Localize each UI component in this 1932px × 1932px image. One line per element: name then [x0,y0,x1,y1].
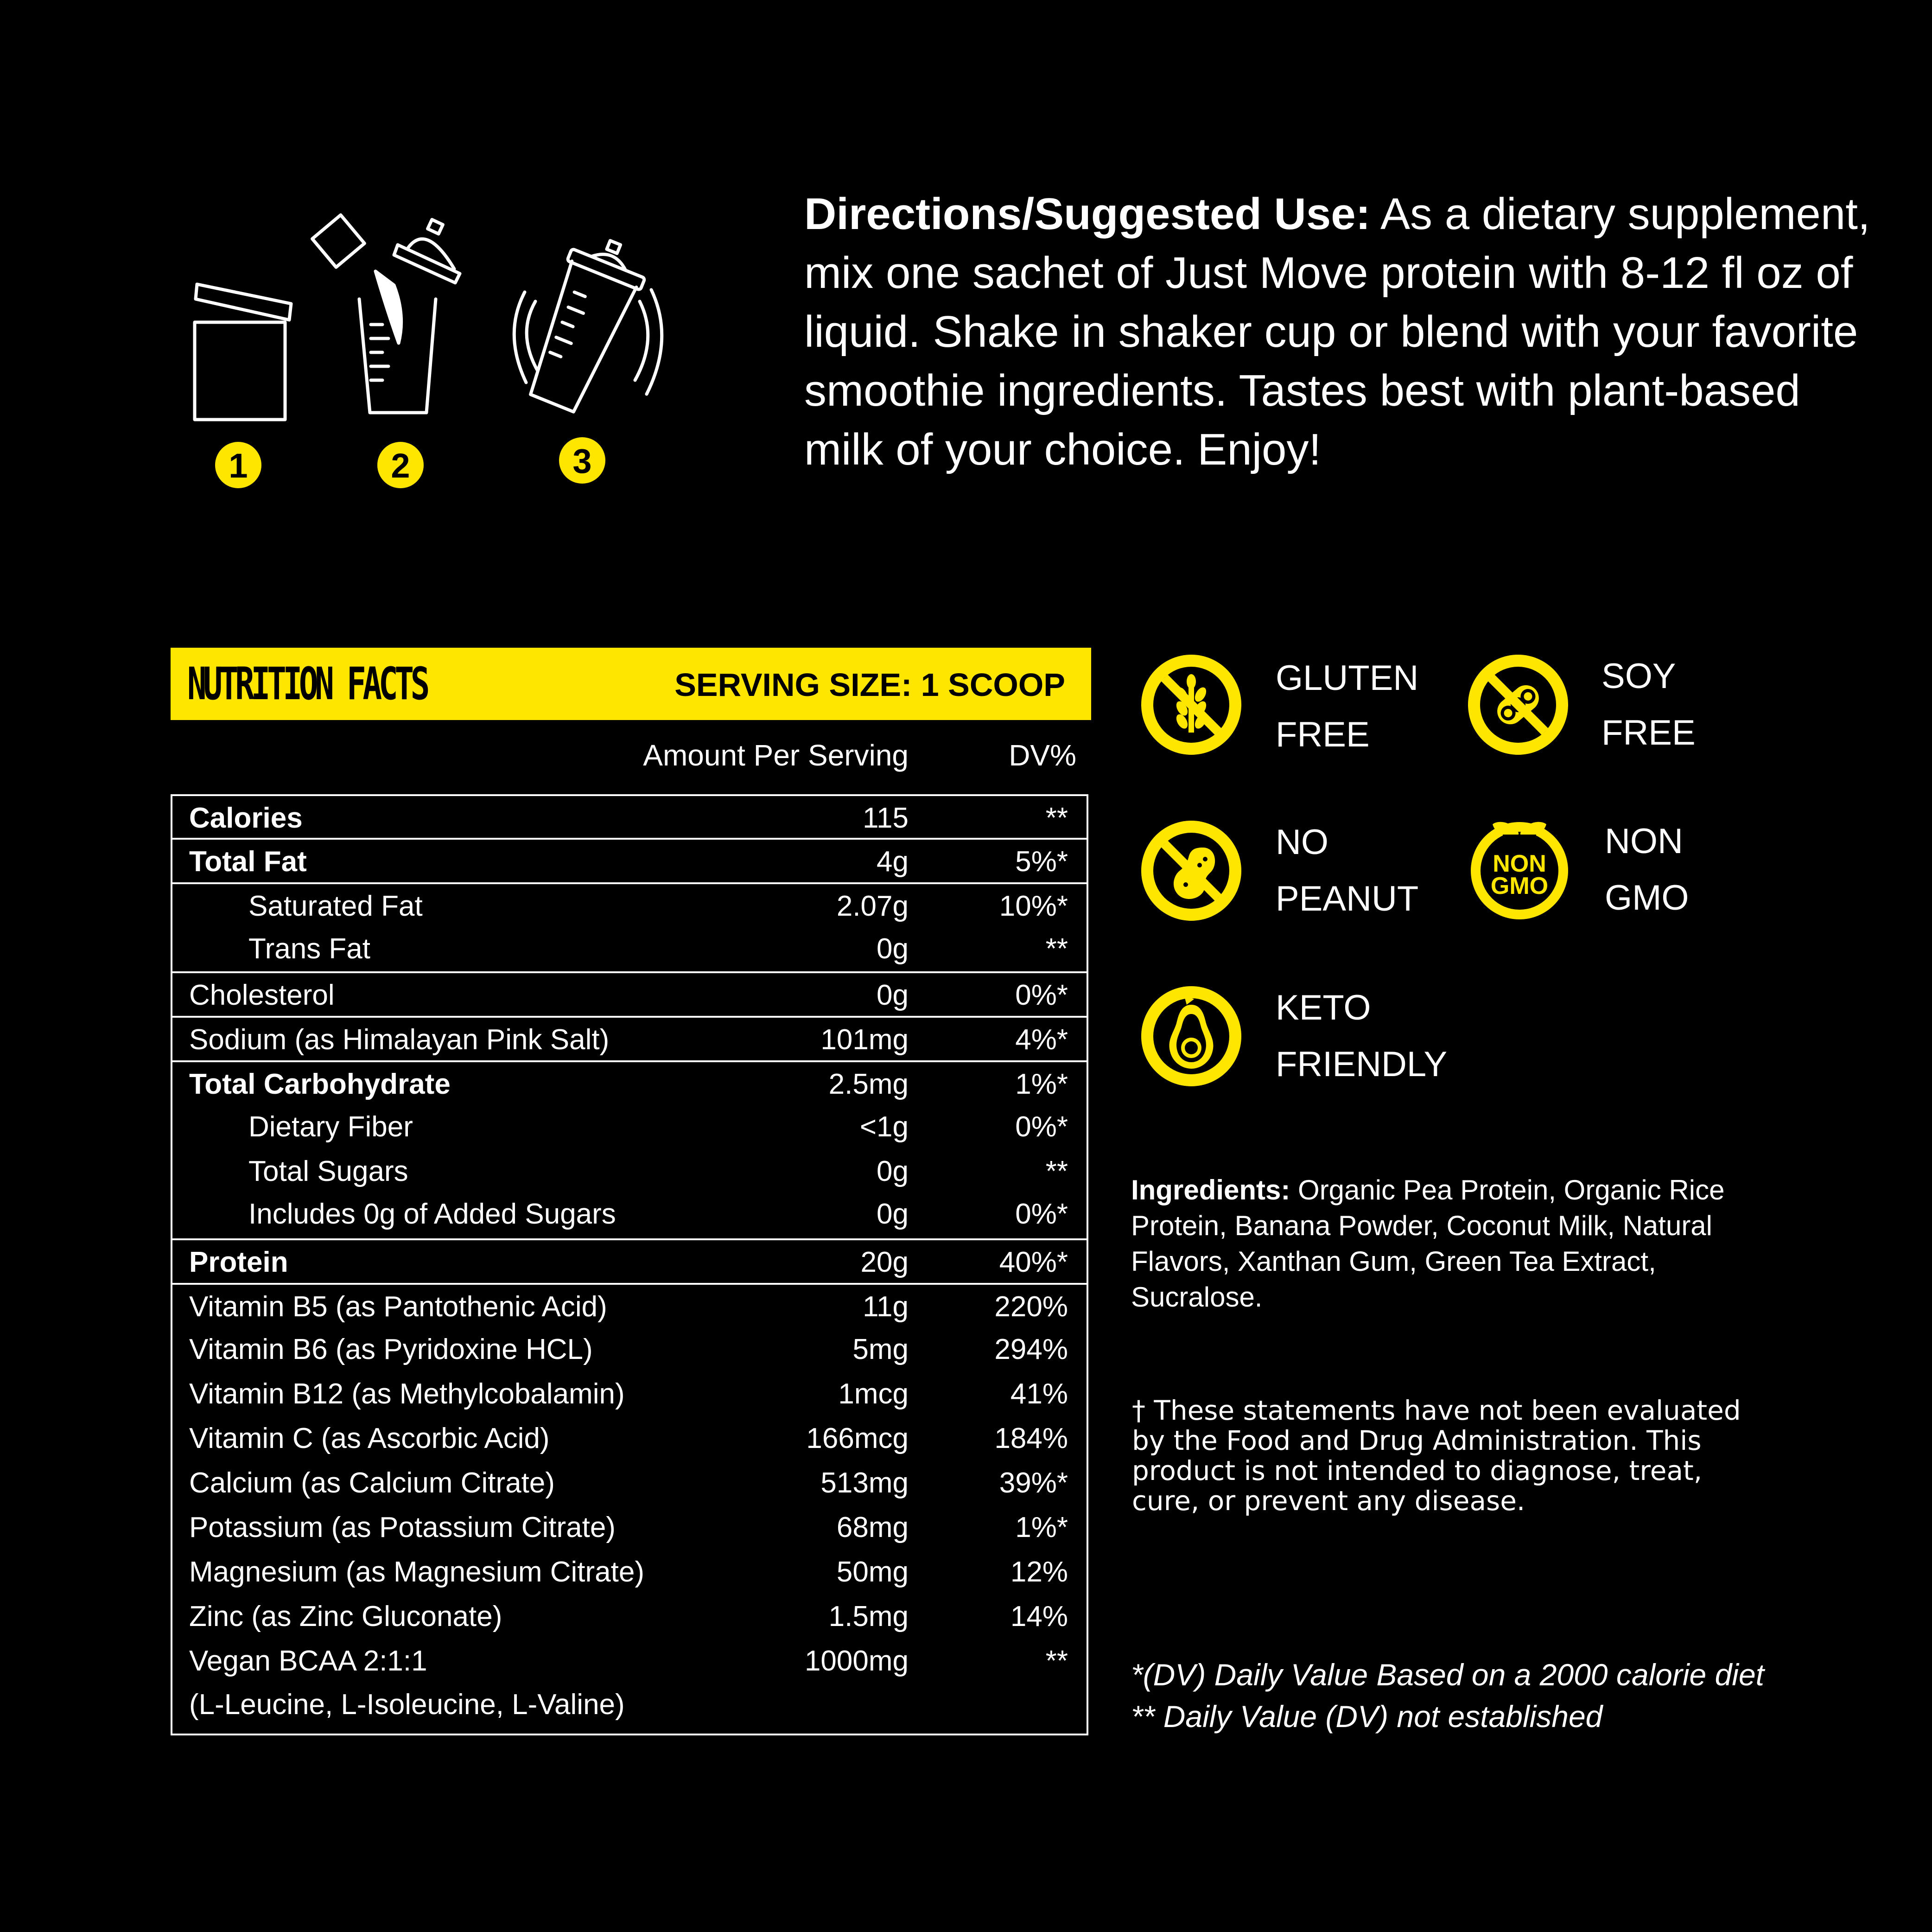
shake-icon [515,229,653,418]
nutrient-amount: 513mg [820,1467,909,1499]
nutrient-dv: 1%* [1015,1511,1068,1543]
nutrient-dv: 41% [1010,1378,1068,1410]
non-gmo-line-1: NON [1605,822,1683,861]
step-1-badge [215,442,261,488]
nutrient-row-calcium [172,1461,1087,1505]
no-peanut-icon [1136,815,1247,926]
keto-friendly-line-1: KETO [1276,988,1371,1027]
nutrition-facts-header [171,648,1091,720]
nutrient-amount: 1mcg [838,1378,909,1410]
pour-into-shaker-icon [312,215,460,413]
nutrient-row-vegan-bcaa [172,1639,1087,1683]
nutrient-label: Total Fat [189,846,307,878]
nutrient-row-sodium [172,1016,1087,1060]
non-gmo-icon-text-1: NON [1493,850,1546,877]
keto-friendly-line-2: FRIENDLY [1276,1045,1448,1084]
nutrient-row-trans-fat [172,927,1087,971]
gluten-free-icon [1136,649,1247,760]
nutrient-row-potassium [172,1505,1087,1550]
nutrient-row-vitamin-c [172,1416,1087,1461]
nutrient-dv: 40%* [999,1246,1068,1278]
nutrient-row-calories [172,796,1087,841]
directions-heading: Directions/Suggested Use: [804,189,1371,239]
nutrient-row-vitamin-b6 [172,1327,1087,1372]
nutrient-label: Protein [189,1246,288,1278]
soy-free-line-1: SOY [1602,657,1676,696]
nutrient-dv: 10%* [999,890,1068,922]
nutrient-amount: 20g [860,1246,909,1278]
footnote-dv-not-established: ** Daily Value (DV) not established [1131,1699,1603,1734]
nutrient-label: Vitamin B12 (as Methylcobalamin) [189,1378,625,1410]
nutrient-dv: 12% [1010,1556,1068,1588]
nutrient-amount: 101mg [820,1024,909,1056]
nutrient-dv: ** [1045,933,1068,965]
nutrient-amount: 166mcg [806,1422,909,1454]
soy-free-line-2: FREE [1602,713,1696,752]
fda-disclaimer: † These statements have not been evaluated by the Food and Drug Administration. This product is not intended to diagnose, treat, cure, or prevent any disease. [1132,1395,1741,1517]
nutrient-label: Sodium (as Himalayan Pink Salt) [189,1024,610,1056]
nutrient-dv: ** [1045,1645,1068,1677]
nutrient-row-bcaa-detail [172,1683,1087,1727]
non-gmo-icon [1464,810,1575,922]
step-1-number: 1 [229,446,248,485]
nutrient-amount: 68mg [836,1511,909,1543]
nutrient-row-saturated-fat [172,882,1087,927]
nutrient-row-vitamin-b5 [172,1283,1087,1327]
directions-body: As a dietary supplement, mix one sachet of Just Move protein with 8-12 fl oz of liquid. Shake in shaker cup or blend with your favorite smoothie ingredients. Tastes best with plant-based milk of your choice. Enjoy! [804,189,1870,474]
nutrient-dv: 0%* [1015,1198,1068,1230]
nutrition-facts-title: NUTRITION FACTS [187,658,427,710]
nutrient-amount: 0g [877,1198,909,1230]
step-3-badge [559,437,605,484]
nutrient-label: Saturated Fat [248,890,423,922]
nutrient-label: Vitamin B6 (as Pyridoxine HCL) [189,1333,593,1365]
steps-illustration [176,204,695,501]
soy-free-label [1602,648,1696,761]
step-2-number: 2 [391,446,410,485]
nutrient-dv: 14% [1010,1600,1068,1632]
nutrient-label: (L-Leucine, L-Isoleucine, L-Valine) [189,1689,625,1721]
nutrient-label: Vitamin B5 (as Pantothenic Acid) [189,1291,607,1323]
nutrient-dv: 294% [994,1333,1068,1365]
nutrient-amount: 0g [877,979,909,1011]
soy-free-icon [1462,649,1574,760]
nutrient-dv: 0%* [1015,1111,1068,1143]
no-peanut-line-2: PEANUT [1276,879,1419,918]
nutrient-row-total-carbohydrate [172,1060,1087,1105]
serving-size: SERVING SIZE: 1 SCOOP [674,667,1065,703]
nutrient-amount: 4g [877,846,909,878]
nutrient-dv: 1%* [1015,1068,1068,1100]
non-gmo-line-2: GMO [1605,878,1689,918]
nutrient-row-total-fat [172,838,1087,882]
gluten-free-line-1: GLUTEN [1276,658,1419,698]
nutrient-dv: ** [1045,1155,1068,1187]
nutrient-dv: 184% [994,1422,1068,1454]
ingredients-text [1131,1172,1734,1315]
nutrient-amount: <1g [859,1111,909,1143]
nutrient-label: Vegan BCAA 2:1:1 [189,1645,427,1677]
nutrient-row-magnesium [172,1550,1087,1594]
non-gmo-icon-text-2: GMO [1490,873,1549,899]
dv-percent-header: DV% [1009,739,1076,772]
nutrient-label: Trans Fat [248,933,370,965]
nutrient-label: Vitamin C (as Ascorbic Acid) [189,1422,550,1454]
gluten-free-label [1276,650,1418,763]
nutrient-amount: 11g [863,1291,909,1323]
nutrient-label: Calcium (as Calcium Citrate) [189,1467,555,1499]
no-peanut-label [1276,814,1418,927]
sachet-icon [195,284,291,420]
ingredients-list: Organic Pea Protein, Organic Rice Protein, Banana Powder, Coconut Milk, Natural Flavors, Xanthan Gum, Green Tea Extract, Sucralose. [1131,1174,1725,1313]
nutrient-row-protein [172,1238,1087,1283]
no-peanut-line-1: NO [1276,823,1328,862]
nutrient-dv: 39%* [999,1467,1068,1499]
nutrient-label: Total Sugars [248,1155,408,1187]
nutrient-amount: 5mg [852,1333,909,1365]
nutrient-dv: 220% [994,1291,1068,1323]
ingredients-heading: Ingredients: [1131,1174,1290,1205]
footnote-dv-based: *(DV) Daily Value Based on a 2000 calorie diet [1131,1658,1764,1692]
nutrient-amount: 0g [877,933,909,965]
nutrient-label: Zinc (as Zinc Gluconate) [189,1600,502,1632]
gluten-free-line-2: FREE [1276,715,1370,754]
nutrient-amount: 50mg [836,1556,909,1588]
nutrient-amount: 2.07g [836,890,909,922]
keto-friendly-icon [1136,981,1247,1092]
nutrient-label: Potassium (as Potassium Citrate) [189,1511,616,1543]
keto-friendly-label [1276,980,1447,1093]
nutrient-row-cholesterol [172,971,1087,1016]
nutrient-label: Cholesterol [189,979,335,1011]
nutrient-amount: 1.5mg [828,1600,909,1632]
step-3-number: 3 [572,442,592,480]
nutrient-dv: 5%* [1015,846,1068,878]
nutrient-row-vitamin-b12 [172,1372,1087,1416]
nutrient-amount: 2.5mg [828,1068,909,1100]
nutrient-amount: 0g [877,1155,909,1187]
nutrient-amount: 1000mg [804,1645,909,1677]
step-2-badge [377,442,424,488]
non-gmo-label [1605,813,1689,926]
directions-text [804,185,1889,479]
nutrient-row-added-sugars [172,1192,1087,1237]
nutrient-row-zinc [172,1594,1087,1639]
nutrient-row-dietary-fiber [172,1105,1087,1149]
nutrient-label: Includes 0g of Added Sugars [248,1198,616,1230]
nutrient-label: Magnesium (as Magnesium Citrate) [189,1556,645,1588]
nutrient-row-total-sugars [172,1149,1087,1194]
nutrient-label: Calories [189,802,303,834]
nutrient-label: Total Carbohydrate [189,1068,451,1100]
nutrient-dv: ** [1045,802,1068,834]
amount-per-serving-header: Amount Per Serving [643,739,909,772]
nutrient-amount: 115 [863,802,909,834]
nutrient-dv: 4%* [1015,1024,1068,1056]
nutrient-dv: 0%* [1015,979,1068,1011]
nutrient-label: Dietary Fiber [248,1111,413,1143]
nutrition-table [171,794,1088,1735]
